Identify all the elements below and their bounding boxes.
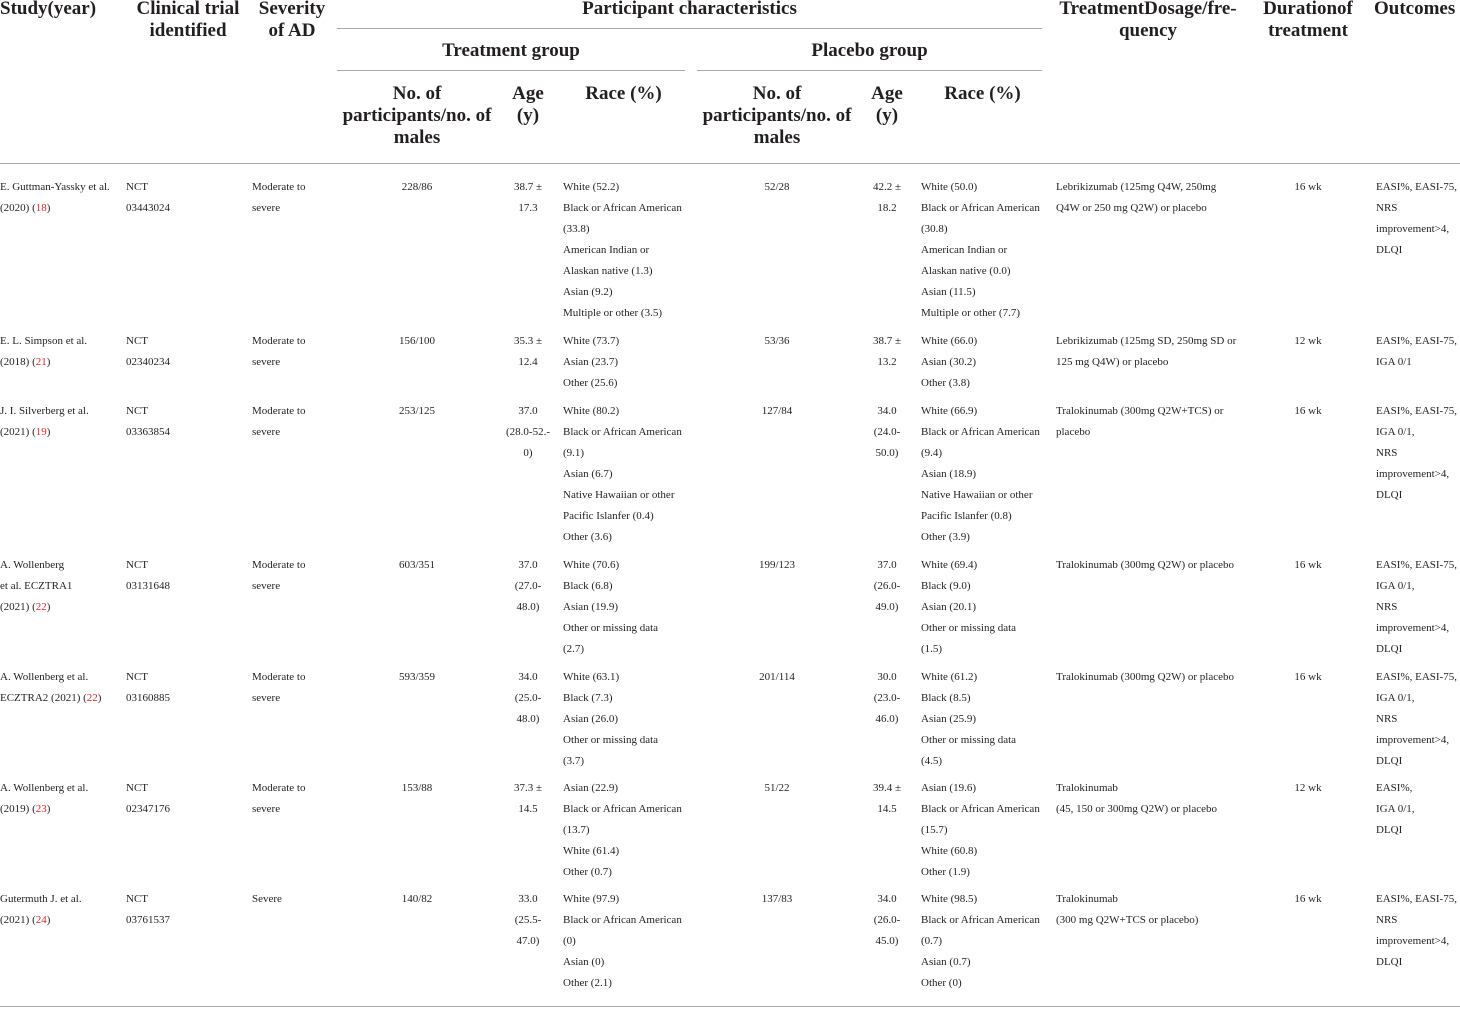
study-text: A. Wollenberg et al. <box>0 671 89 683</box>
treatment-participants: 140/82 <box>401 893 433 905</box>
placebo-race: (4.5) <box>921 755 943 767</box>
header-placebo-group: Placebo group <box>811 40 928 61</box>
header-dosage-line: TreatmentDosage/fre- <box>1059 0 1237 19</box>
header-n-participants-line: No. of <box>752 83 802 104</box>
placebo-age: 18.2 <box>877 202 897 214</box>
study-text: A. Wollenberg <box>0 559 65 571</box>
dosage: Tralokinumab (300mg Q2W+TCS) or <box>1056 405 1224 417</box>
treatment-race: Black or African American <box>563 803 682 815</box>
trial-id: 03363854 <box>126 426 170 438</box>
treatment-race: Asian (19.9) <box>563 601 618 613</box>
outcomes: IGA 0/1 <box>1376 356 1412 368</box>
treatment-age: 37.0 <box>518 559 538 571</box>
placebo-age: 37.0 <box>877 559 897 571</box>
study-text: Gutermuth J. et al. <box>0 893 82 905</box>
study-name <box>0 667 124 688</box>
study-name: (2021) (19) <box>0 426 51 438</box>
header-n-participants-line: males <box>393 127 441 148</box>
treatment-age: (27.0- <box>514 580 542 592</box>
outcomes: IGA 0/1, <box>1376 803 1415 815</box>
placebo-age: 39.4 ± <box>872 782 902 794</box>
header-race: Race (%) <box>585 83 662 104</box>
outcomes: EASI%, EASI-75, <box>1376 893 1457 905</box>
header-rule <box>337 70 685 71</box>
placebo-age: (23.0- <box>873 692 901 704</box>
duration: 16 wk <box>1294 181 1322 193</box>
treatment-race: (13.7) <box>563 824 590 836</box>
treatment-race: Asian (6.7) <box>563 468 613 480</box>
outcomes: DLQI <box>1376 755 1403 767</box>
outcomes: NRS <box>1376 713 1398 725</box>
treatment-race: Black or African American <box>563 426 682 438</box>
treatment-age: 33.0 <box>518 893 538 905</box>
severity: severe <box>252 356 281 368</box>
severity: Moderate to <box>252 671 306 683</box>
placebo-participants: 51/22 <box>764 782 790 794</box>
severity: severe <box>252 202 281 214</box>
placebo-race: (30.8) <box>921 223 948 235</box>
reference-link[interactable]: 23 <box>35 803 47 815</box>
placebo-race: Other (0) <box>921 977 962 989</box>
dosage: Tralokinumab <box>1056 893 1118 905</box>
treatment-race: Other (25.6) <box>563 377 618 389</box>
reference-link[interactable]: 19 <box>35 426 47 438</box>
severity: severe <box>252 426 281 438</box>
trial-id: 03761537 <box>126 914 170 926</box>
treatment-race: Asian (0) <box>563 956 605 968</box>
study-text: et al. ECZTRA1 <box>0 580 73 592</box>
table-rule <box>0 163 1460 164</box>
header-severity-line: Severity <box>258 0 326 19</box>
treatment-race: Multiple or other (3.5) <box>563 307 662 319</box>
treatment-participants: 156/100 <box>398 335 436 347</box>
severity: Moderate to <box>252 559 306 571</box>
treatment-age: 12.4 <box>518 356 538 368</box>
outcomes: IGA 0/1, <box>1376 426 1415 438</box>
treatment-participants: 593/359 <box>398 671 436 683</box>
study-text: A. Wollenberg et al. <box>0 782 89 794</box>
header-race: Race (%) <box>944 83 1021 104</box>
placebo-race: Black or African American <box>921 914 1040 926</box>
treatment-race: White (97.9) <box>563 893 620 905</box>
trial-id: NCT <box>126 405 148 417</box>
duration: 16 wk <box>1294 893 1322 905</box>
placebo-race: Black or African American <box>921 202 1040 214</box>
treatment-age: (25.0- <box>514 692 542 704</box>
placebo-race: White (66.0) <box>921 335 978 347</box>
treatment-age: 17.3 <box>518 202 538 214</box>
outcomes: IGA 0/1, <box>1376 580 1415 592</box>
trial-id: NCT <box>126 782 148 794</box>
header-dosage-line: quency <box>1118 20 1178 41</box>
reference-link[interactable]: 24 <box>35 914 47 926</box>
treatment-age: 37.3 ± <box>513 782 543 794</box>
treatment-race: Asian (22.9) <box>563 782 618 794</box>
placebo-race: (15.7) <box>921 824 948 836</box>
dosage: (300 mg Q2W+TCS or placebo) <box>1056 914 1199 926</box>
placebo-race: Asian (18.9) <box>921 468 976 480</box>
treatment-race: (0) <box>563 935 576 947</box>
duration: 16 wk <box>1294 405 1322 417</box>
placebo-participants: 201/114 <box>759 671 795 683</box>
treatment-race: Asian (9.2) <box>563 286 613 298</box>
outcomes: DLQI <box>1376 489 1403 501</box>
study-text: (2020) <box>0 202 33 214</box>
header-outcomes: Outcomes <box>1374 0 1456 19</box>
treatment-age: 34.0 <box>518 671 538 683</box>
severity: Moderate to <box>252 782 306 794</box>
dosage: Lebrikizumab (125mg Q4W, 250mg <box>1056 181 1217 193</box>
treatment-race: White (61.4) <box>563 845 620 857</box>
outcomes: DLQI <box>1376 956 1403 968</box>
placebo-participants: 53/36 <box>764 335 790 347</box>
treatment-race: White (73.7) <box>563 335 620 347</box>
study-text: E. Guttman-Yassky et al. <box>0 181 110 193</box>
reference-link[interactable]: 22 <box>86 692 98 704</box>
dosage: placebo <box>1056 426 1091 438</box>
placebo-age: 34.0 <box>877 405 897 417</box>
study-text: ECZTRA2 (2021) <box>0 692 84 704</box>
treatment-race: Alaskan native (1.3) <box>563 265 653 277</box>
placebo-age: 42.2 ± <box>872 181 902 193</box>
severity: severe <box>252 692 281 704</box>
treatment-age: 37.0 <box>518 405 538 417</box>
header-duration-line: Durationof <box>1263 0 1353 19</box>
reference-link[interactable]: 22 <box>35 601 47 613</box>
treatment-race: (9.1) <box>563 447 585 459</box>
header-age-line: (y) <box>516 105 540 126</box>
dosage: Tralokinumab <box>1056 782 1118 794</box>
trial-id: 03443024 <box>126 202 170 214</box>
treatment-race: White (70.6) <box>563 559 620 571</box>
placebo-race: Black or African American <box>921 803 1040 815</box>
placebo-race: Black or African American <box>921 426 1040 438</box>
placebo-participants: 127/84 <box>761 405 793 417</box>
treatment-race: Native Hawaiian or other <box>563 489 675 501</box>
treatment-race: Black (7.3) <box>563 692 613 704</box>
outcomes: EASI%, EASI-75, <box>1376 181 1457 193</box>
placebo-race: White (69.4) <box>921 559 978 571</box>
study-text: J. I. Silverberg et al. <box>0 405 89 417</box>
treatment-race: (3.7) <box>563 755 585 767</box>
treatment-race: Other or missing data <box>563 734 659 746</box>
placebo-age: 46.0) <box>875 713 899 725</box>
placebo-race: White (61.2) <box>921 671 978 683</box>
study-name <box>0 331 124 352</box>
reference-link[interactable]: 21 <box>35 356 47 368</box>
header-age-line: Age <box>512 83 544 104</box>
placebo-age: 34.0 <box>877 893 897 905</box>
treatment-participants: 153/88 <box>401 782 433 794</box>
header-rule <box>337 28 1042 29</box>
trial-id: 02347176 <box>126 803 170 815</box>
duration: 16 wk <box>1294 559 1322 571</box>
reference-link[interactable]: 18 <box>35 202 47 214</box>
placebo-race: Black (8.5) <box>921 692 971 704</box>
placebo-race: Other (3.9) <box>921 531 970 543</box>
header-trial-line: Clinical trial <box>136 0 240 19</box>
outcomes: NRS <box>1376 601 1398 613</box>
header-participant-characteristics: Participant characteristics <box>582 0 797 19</box>
severity: severe <box>252 803 281 815</box>
study-name <box>0 889 124 910</box>
dosage: Q4W or 250 mg Q2W) or placebo <box>1056 202 1207 214</box>
header-n-participants-line: No. of <box>392 83 442 104</box>
treatment-race: American Indian or <box>563 244 650 256</box>
treatment-age: 0) <box>523 447 533 459</box>
treatment-race: White (63.1) <box>563 671 620 683</box>
placebo-race: Native Hawaiian or other <box>921 489 1033 501</box>
study-name: (2020) (18) <box>0 202 51 214</box>
placebo-age: (26.0- <box>873 580 901 592</box>
treatment-age: (25.5- <box>514 914 542 926</box>
severity: Moderate to <box>252 181 306 193</box>
study-name: (2021) (24) <box>0 914 51 926</box>
header-age-line: (y) <box>875 105 899 126</box>
trial-id: 02340234 <box>126 356 170 368</box>
outcomes: NRS <box>1376 914 1398 926</box>
placebo-race: Asian (30.2) <box>921 356 976 368</box>
placebo-race: Asian (11.5) <box>921 286 976 298</box>
header-n-participants-line: participants/no. of <box>342 105 492 126</box>
study-text: E. L. Simpson et al. <box>0 335 88 347</box>
treatment-race: Other (0.7) <box>563 866 612 878</box>
placebo-participants: 52/28 <box>764 181 790 193</box>
severity: Moderate to <box>252 335 306 347</box>
treatment-participants: 228/86 <box>401 181 433 193</box>
placebo-age: (26.0- <box>873 914 901 926</box>
treatment-age: 47.0) <box>516 935 540 947</box>
placebo-race: Asian (20.1) <box>921 601 976 613</box>
treatment-age: (28.0-52.- <box>506 426 550 438</box>
placebo-race: Asian (0.7) <box>921 956 971 968</box>
placebo-age: 30.0 <box>877 671 897 683</box>
placebo-race: (1.5) <box>921 643 943 655</box>
placebo-race: Pacific Islanfer (0.8) <box>921 510 1012 522</box>
severity: Severe <box>252 893 282 905</box>
outcomes: DLQI <box>1376 824 1403 836</box>
trial-id: NCT <box>126 181 148 193</box>
placebo-race: (9.4) <box>921 447 943 459</box>
treatment-participants: 603/351 <box>398 559 436 571</box>
study-text: (2021) <box>0 914 33 926</box>
placebo-race: White (98.5) <box>921 893 978 905</box>
placebo-age: (24.0- <box>873 426 901 438</box>
placebo-participants: 199/123 <box>758 559 796 571</box>
placebo-race: Black (9.0) <box>921 580 971 592</box>
treatment-participants: 253/125 <box>398 405 436 417</box>
placebo-race: American Indian or <box>921 244 1008 256</box>
placebo-race: Other (1.9) <box>921 866 970 878</box>
study-name <box>0 555 124 576</box>
outcomes: improvement>4, <box>1376 468 1450 480</box>
header-rule <box>697 70 1042 71</box>
placebo-age: 45.0) <box>875 935 899 947</box>
placebo-race: (0.7) <box>921 935 943 947</box>
trial-id: NCT <box>126 893 148 905</box>
duration: 12 wk <box>1294 782 1322 794</box>
trial-id: NCT <box>126 559 148 571</box>
outcomes: improvement>4, <box>1376 223 1450 235</box>
outcomes: DLQI <box>1376 643 1403 655</box>
dosage: Tralokinumab (300mg Q2W) or placebo <box>1056 671 1235 683</box>
placebo-race: White (66.9) <box>921 405 978 417</box>
outcomes: EASI%, <box>1376 782 1413 794</box>
study-name: ECZTRA2 (2021) (22) <box>0 692 102 704</box>
table-rule <box>0 1006 1460 1007</box>
treatment-age: 48.0) <box>516 601 540 613</box>
placebo-age: 49.0) <box>875 601 899 613</box>
treatment-race: Other or missing data <box>563 622 659 634</box>
header-duration-line: treatment <box>1268 20 1348 41</box>
treatment-race: Pacific Islanfer (0.4) <box>563 510 654 522</box>
study-name: (2019) (23) <box>0 803 51 815</box>
header-study: Study(year) <box>0 0 97 19</box>
outcomes: EASI%, EASI-75, <box>1376 559 1457 571</box>
severity: severe <box>252 580 281 592</box>
trial-id: 03131648 <box>126 580 170 592</box>
outcomes: NRS <box>1376 202 1398 214</box>
treatment-race: Other (3.6) <box>563 531 612 543</box>
treatment-age: 14.5 <box>518 803 538 815</box>
outcomes: NRS <box>1376 447 1398 459</box>
placebo-age: 13.2 <box>877 356 897 368</box>
outcomes: EASI%, EASI-75, <box>1376 405 1457 417</box>
trial-id: NCT <box>126 671 148 683</box>
duration: 16 wk <box>1294 671 1322 683</box>
study-name <box>0 576 124 597</box>
placebo-race: White (60.8) <box>921 845 978 857</box>
study-text: (2021) <box>0 426 33 438</box>
header-n-participants-line: males <box>753 127 801 148</box>
placebo-race: Asian (19.6) <box>921 782 976 794</box>
study-text: (2018) <box>0 356 33 368</box>
header-treatment-group: Treatment group <box>442 40 580 61</box>
outcomes: improvement>4, <box>1376 935 1450 947</box>
header-severity-line: of AD <box>268 20 316 41</box>
dosage: 125 mg Q4W) or placebo <box>1056 356 1169 368</box>
treatment-race: Black (6.8) <box>563 580 613 592</box>
trial-id: NCT <box>126 335 148 347</box>
treatment-race: Black or African American <box>563 202 682 214</box>
placebo-age: 50.0) <box>875 447 899 459</box>
placebo-race: Alaskan native (0.0) <box>921 265 1011 277</box>
outcomes: EASI%, EASI-75, <box>1376 671 1457 683</box>
treatment-race: (2.7) <box>563 643 585 655</box>
placebo-race: White (50.0) <box>921 181 978 193</box>
placebo-age: 38.7 ± <box>872 335 902 347</box>
placebo-participants: 137/83 <box>761 893 793 905</box>
treatment-race: Black or African American <box>563 914 682 926</box>
placebo-race: Other or missing data <box>921 734 1017 746</box>
outcomes: EASI%, EASI-75, <box>1376 335 1457 347</box>
outcomes: improvement>4, <box>1376 734 1450 746</box>
study-name: (2021) (22) <box>0 601 51 613</box>
treatment-race: Asian (23.7) <box>563 356 618 368</box>
treatment-race: Asian (26.0) <box>563 713 618 725</box>
header-trial-line: identified <box>149 20 227 41</box>
study-text: (2021) <box>0 601 33 613</box>
duration: 12 wk <box>1294 335 1322 347</box>
severity: Moderate to <box>252 405 306 417</box>
study-name <box>0 778 124 799</box>
placebo-race: Other or missing data <box>921 622 1017 634</box>
header-n-participants-line: participants/no. of <box>702 105 852 126</box>
dosage: (45, 150 or 300mg Q2W) or placebo <box>1056 803 1217 815</box>
placebo-race: Other (3.8) <box>921 377 970 389</box>
trial-id: 03160885 <box>126 692 170 704</box>
study-name: (2018) (21) <box>0 356 51 368</box>
placebo-race: Multiple or other (7.7) <box>921 307 1020 319</box>
treatment-race: Other (2.1) <box>563 977 612 989</box>
placebo-race: Asian (25.9) <box>921 713 976 725</box>
outcomes: DLQI <box>1376 244 1403 256</box>
treatment-age: 38.7 ± <box>513 181 543 193</box>
treatment-age: 35.3 ± <box>513 335 543 347</box>
treatment-race: White (80.2) <box>563 405 620 417</box>
study-name <box>0 177 124 198</box>
dosage: Tralokinumab (300mg Q2W) or placebo <box>1056 559 1235 571</box>
treatment-race: White (52.2) <box>563 181 620 193</box>
study-text: (2019) <box>0 803 33 815</box>
header-age-line: Age <box>871 83 903 104</box>
outcomes: improvement>4, <box>1376 622 1450 634</box>
study-name <box>0 401 124 422</box>
treatment-race: (33.8) <box>563 223 590 235</box>
placebo-age: 14.5 <box>877 803 897 815</box>
dosage: Lebrikizumab (125mg SD, 250mg SD or <box>1056 335 1237 347</box>
outcomes: IGA 0/1, <box>1376 692 1415 704</box>
treatment-age: 48.0) <box>516 713 540 725</box>
